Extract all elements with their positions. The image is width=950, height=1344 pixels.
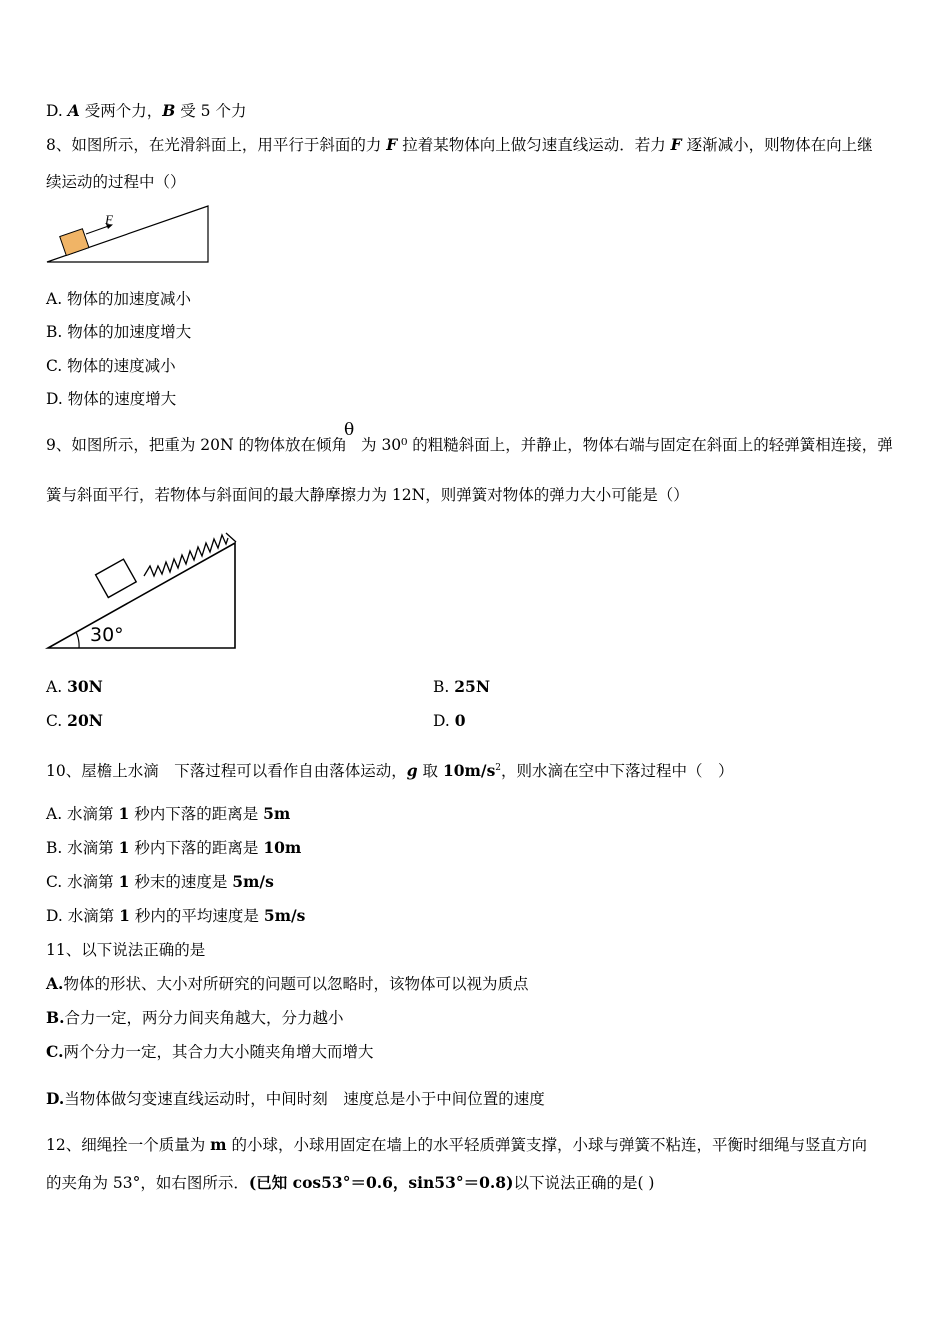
q10-option-a-value: 5m [263,804,291,823]
q10-option-b-n: 1 [118,838,130,857]
q9-option-b [433,677,490,697]
q9-option-c-value: 20N [67,711,103,730]
q10-g-exponent: 2 [495,763,502,773]
q10-option-a [46,804,290,824]
q11-option-a [46,974,528,994]
q11-option-c-text: 两个分力一定，其合力大小随夹角增大而增大 [63,1043,374,1061]
q9-option-d-value: 0 [454,711,466,730]
q10-option-c-mid: 秒末的速度是 [129,873,233,891]
q9-stem-line1 [46,435,893,455]
q8-option-b: B. 物体的加速度增大 [46,323,192,341]
q8-force-symbol-2: F [670,135,682,154]
q8-block [60,229,89,256]
q9-option-a [46,677,103,697]
q9-stem-post: 为 30⁰ 的粗糙斜面上，并静止，物体右端与固定在斜面上的轻弹簧相连接，弹 [361,436,893,454]
q10-option-d-value: 5m/s [263,906,306,925]
q7-option-d-post: 受 5 个力 [175,102,247,120]
q7-option-d-mid: 受两个力， [79,102,163,120]
q9-option-b-prefix: B. [433,678,455,696]
q8-option-a: A. 物体的加速度减小 [46,290,192,308]
q10-stem-mid: 取 [417,762,443,781]
q10-option-d-n: 1 [119,906,130,925]
q10-option-b-mid: 秒内下落的距离是 [129,839,264,857]
q9-option-a-value: 30N [67,677,103,696]
q8-force-symbol-1: F [386,135,398,154]
q10-option-a-n: 1 [118,804,130,823]
q10-option-c-pre: C. 水滴第 [46,873,119,891]
q9-figure-angle: 30° [90,624,124,646]
q9-option-a-prefix: A. [46,678,68,696]
q12-stem-pre: 12、细绳拴一个质量为 [46,1136,211,1154]
q8-stem-line1 [46,135,873,155]
q10-option-a-mid: 秒内下落的距离是 [129,805,264,823]
q12-stem-post: 的小球，小球用固定在墙上的水平轻质弹簧支撑，小球与弹簧不粘连，平衡时细绳与竖直方向 [226,1136,867,1154]
q11-option-b-text: 合力一定，两分力间夹角越大，分力越小 [64,1009,344,1027]
q9-option-c [46,711,103,731]
q12-stem-line2 [46,1173,654,1193]
q7-option-d-b: B [162,101,176,120]
q10-stem-post: ，则水滴在空中下落过程中（ ） [501,762,734,781]
q8-option-c: C. 物体的速度减小 [46,357,176,375]
q9-block [96,559,137,597]
q10-option-c-n: 1 [118,872,130,891]
q7-option-d-prefix: D. [46,102,68,120]
q11-stem: 11、以下说法正确的是 [46,941,206,959]
q12-stem-line2-pre: 的夹角为 53°，如右图所示． [46,1174,249,1192]
q11-option-d-letter: D. [46,1089,65,1108]
q9-stem-pre: 9、如图所示，把重为 20N 的物体放在倾角 [46,436,348,454]
q11-option-a-letter: A. [46,974,64,993]
q10-option-d-pre: D. 水滴第 [46,907,120,925]
q8-stem-line2: 续运动的过程中（） [46,173,186,191]
q9-angle-arc [76,632,79,648]
q12-mass-symbol: m [210,1135,227,1154]
q8-stem-pre: 8、如图所示，在光滑斜面上，用平行于斜面的力 [46,136,387,154]
q12-stem-line1 [46,1135,867,1155]
q11-option-a-text: 物体的形状、大小对所研究的问题可以忽略时，该物体可以视为质点 [63,975,529,993]
q9-option-d-prefix: D. [433,712,455,730]
q9-option-b-value: 25N [454,677,490,696]
q12-stem-line2-post: 以下说法正确的是( ) [513,1174,655,1192]
q8-stem-mid: 拉着某物体向上做匀速直线运动．若力 [397,136,671,154]
q10-option-c [46,872,274,892]
q11-option-d [46,1089,545,1109]
q11-option-b [46,1008,344,1028]
q11-option-c [46,1042,373,1062]
q10-g-value: 10m/s [442,761,496,781]
q10-option-d-mid: 秒内的平均速度是 [129,907,264,925]
q8-incline-figure [44,203,214,267]
q12-given-values: (已知 cos53°＝0.6，sin53°＝0.8) [248,1173,514,1192]
q11-option-d-text: 当物体做匀变速直线运动时，中间时刻 速度总是小于中间位置的速度 [64,1090,545,1108]
q8-figure-label: F [105,212,113,227]
q9-option-c-prefix: C. [46,712,68,730]
q9-incline-figure [46,516,238,652]
q10-option-d [46,906,305,926]
q11-option-c-letter: C. [46,1042,64,1061]
q9-stem-line2: 簧与斜面平行，若物体与斜面间的最大静摩擦力为 12N，则弹簧对物体的弹力大小可能是（） [46,486,689,504]
q11-option-b-letter: B. [46,1008,65,1027]
q9-option-d [433,711,466,731]
q8-stem-post: 逐渐减小，则物体在向上继 [681,136,873,154]
q7-option-d [46,101,246,121]
q10-option-b-value: 10m [263,838,302,857]
q10-option-c-value: 5m/s [232,872,274,891]
q10-stem-pre: 10、屋檐上水滴 下落过程可以看作自由落体运动， [46,762,407,781]
q7-option-d-a: A [67,101,80,120]
q10-option-b [46,838,301,858]
q10-g-symbol: g [406,761,418,781]
q10-option-b-pre: B. 水滴第 [46,839,119,857]
q10-stem [46,758,734,781]
q8-option-d: D. 物体的速度增大 [46,390,177,408]
q9-theta-symbol: θ [344,420,355,440]
q10-option-a-pre: A. 水滴第 [46,805,119,823]
